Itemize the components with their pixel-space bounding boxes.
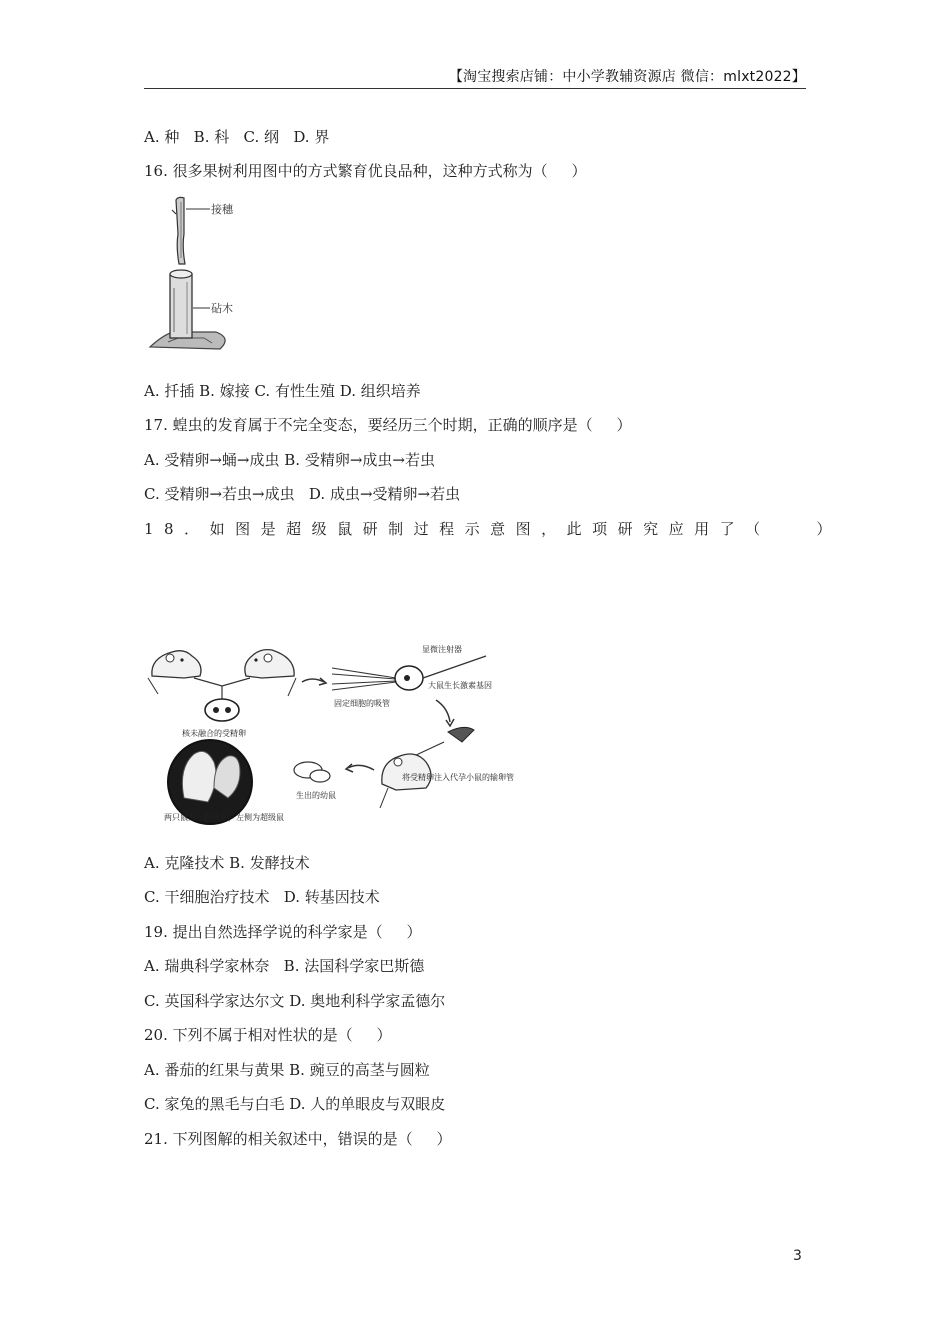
q19-options-cd: C. 英国科学家达尔文 D. 奥地利科学家孟德尔	[144, 992, 446, 1010]
q20-options-cd: C. 家兔的黑毛与白毛 D. 人的单眼皮与双眼皮	[144, 1095, 446, 1113]
page-header: 【淘宝搜索店铺：中小学教辅资源店 微信：mlxt2022】	[144, 66, 806, 89]
injector-label: 显微注射器	[422, 645, 462, 654]
grafting-figure	[144, 192, 254, 354]
q19-stem: 19. 提出自然选择学说的科学家是（ ）	[144, 923, 422, 941]
q17-stem: 17. 蝗虫的发育属于不完全变态，要经历三个时期，正确的顺序是（ ）	[144, 416, 632, 434]
born-label: 生出的幼鼠	[296, 791, 336, 800]
q18-options-ab: A. 克隆技术 B. 发酵技术	[144, 854, 310, 872]
scion-label: 接穗	[211, 203, 233, 216]
q18-options-cd: C. 干细胞治疗技术 D. 转基因技术	[144, 888, 380, 906]
result-label: 两只鼠为一胎所生，左侧为超级鼠	[164, 813, 284, 822]
q17-options-ab: A. 受精卵→蛹→成虫 B. 受精卵→成虫→若虫	[144, 451, 435, 469]
q20-stem: 20. 下列不属于相对性状的是（ ）	[144, 1026, 392, 1044]
super-mouse-figure	[144, 638, 524, 834]
gene-label: 大鼠生长激素基因	[428, 681, 492, 690]
q21-stem: 21. 下列图解的相关叙述中，错误的是（ ）	[144, 1130, 452, 1148]
rootstock-label: 砧木	[211, 302, 233, 315]
inject-label: 将受精卵注入代孕小鼠的输卵管	[402, 773, 514, 782]
pipette-label: 固定细胞的吸管	[334, 699, 390, 708]
zygote-label: 核未融合的受精卵	[182, 729, 246, 738]
q16-stem: 16. 很多果树利用图中的方式繁育优良品种，这种方式称为（ ）	[144, 162, 587, 180]
q18-stem: 18．如图是超级鼠研制过程示意图，此项研究应用了（ ）	[144, 520, 842, 538]
q19-options-ab: A. 瑞典科学家林奈 B. 法国科学家巴斯德	[144, 957, 425, 975]
q15-options: A. 种 B. 科 C. 纲 D. 界	[144, 128, 330, 146]
q17-options-cd: C. 受精卵→若虫→成虫 D. 成虫→受精卵→若虫	[144, 485, 461, 503]
q20-options-ab: A. 番茄的红果与黄果 B. 豌豆的高茎与圆粒	[144, 1061, 430, 1079]
q16-options: A. 扦插 B. 嫁接 C. 有性生殖 D. 组织培养	[144, 382, 421, 400]
page-number: 3	[793, 1248, 802, 1264]
